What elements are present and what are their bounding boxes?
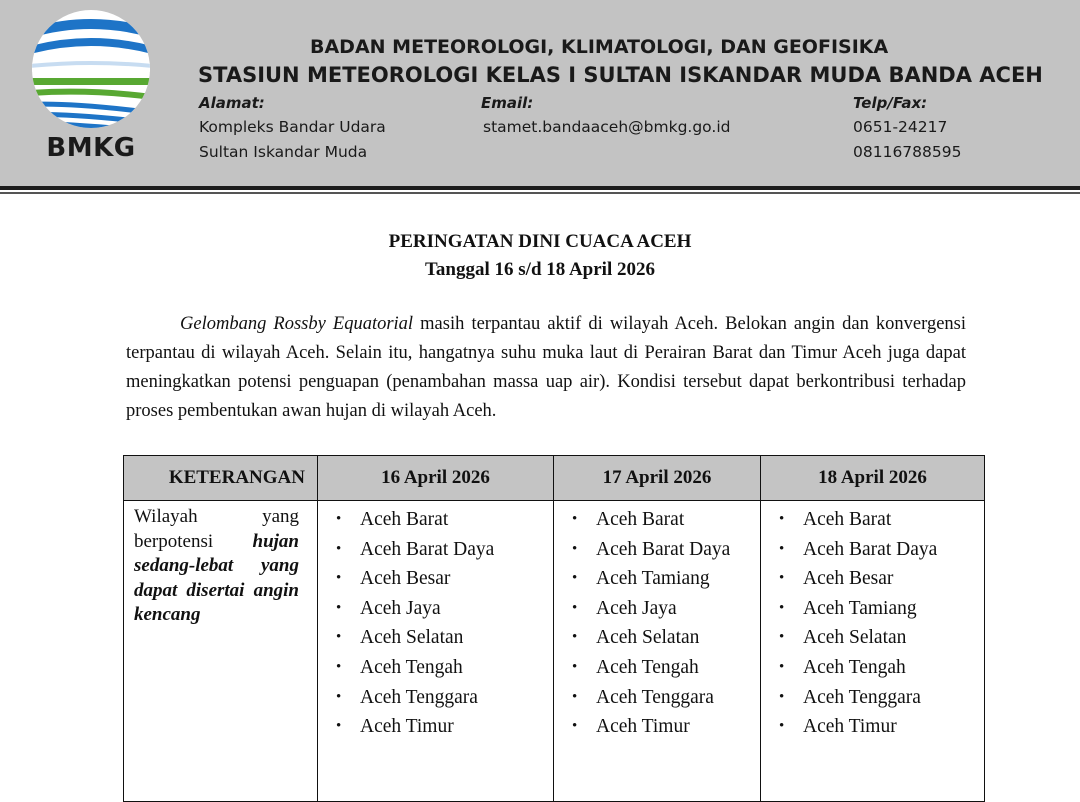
keterangan-text [124, 501, 317, 628]
bmkg-logo-icon [30, 8, 152, 130]
region-name: Aceh Barat [596, 509, 685, 530]
bullet-icon: • [336, 599, 342, 616]
bullet-icon: • [336, 540, 342, 557]
header-day-2: 17 April 2026 [554, 456, 761, 501]
phone-number-1: 0651-24217 [853, 118, 948, 136]
bullet-icon: • [572, 629, 578, 646]
region-name: Aceh Timur [596, 716, 690, 738]
bullet-icon: • [779, 570, 785, 587]
bullet-icon: • [779, 629, 785, 646]
day-3-cell [761, 501, 985, 802]
warning-table [123, 455, 985, 802]
region-name: Aceh Tamiang [596, 568, 710, 590]
region-name: Aceh Barat Daya [803, 538, 938, 560]
region-name: Aceh Barat Daya [596, 538, 731, 560]
list-item [336, 564, 553, 594]
day-1-region-list [318, 501, 553, 742]
region-name: Aceh Tamiang [803, 597, 917, 619]
email-address[interactable]: stamet.bandaaceh@bmkg.go.id [483, 118, 731, 136]
bullet-icon: • [572, 658, 578, 675]
bullet-icon: • [572, 599, 578, 616]
header-day-3: 18 April 2026 [761, 456, 985, 501]
region-name: Aceh Tenggara [803, 686, 921, 708]
address-label: Alamat: [199, 94, 265, 112]
phone-number-2: 08116788595 [853, 143, 962, 161]
day-3-region-list [761, 501, 984, 742]
list-item [336, 505, 553, 535]
region-name: Aceh Barat [803, 509, 892, 530]
bullet-icon: • [572, 540, 578, 557]
intro-italic-term: Gelombang Rossby Equatorial [180, 314, 414, 334]
list-item [336, 653, 553, 683]
region-name: Aceh Tengah [596, 656, 699, 678]
bullet-icon: • [336, 570, 342, 587]
list-item [572, 712, 760, 742]
letterhead-divider [0, 186, 1080, 190]
list-item [779, 683, 984, 713]
list-item [572, 535, 760, 565]
list-item [336, 535, 553, 565]
list-item [572, 683, 760, 713]
bullet-icon: • [779, 688, 785, 705]
day-2-region-list [554, 501, 760, 742]
list-item [572, 653, 760, 683]
bullet-icon: • [779, 540, 785, 557]
list-item [336, 712, 553, 742]
day-1-cell [318, 501, 554, 802]
list-item [779, 623, 984, 653]
bullet-icon: • [572, 688, 578, 705]
intro-paragraph [126, 310, 966, 426]
region-name: Aceh Barat Daya [360, 538, 495, 560]
list-item [336, 683, 553, 713]
org-name: BADAN METEOROLOGI, KLIMATOLOGI, DAN GEOFISIKA [310, 36, 889, 58]
letterhead [0, 0, 1080, 186]
bullet-icon: • [336, 688, 342, 705]
bullet-icon: • [336, 718, 342, 735]
bullet-icon: • [779, 658, 785, 675]
email-label: Email: [481, 94, 534, 112]
bullet-icon: • [336, 629, 342, 646]
region-name: Aceh Selatan [803, 627, 907, 649]
logo-text: BMKG [46, 133, 136, 163]
region-name: Aceh Tenggara [596, 686, 714, 708]
document-date-range: Tanggal 16 s/d 18 April 2026 [425, 259, 655, 280]
list-item [336, 594, 553, 624]
bullet-icon: • [336, 658, 342, 675]
bullet-icon: • [779, 718, 785, 735]
list-item [572, 505, 760, 535]
header-day-1: 16 April 2026 [318, 456, 554, 501]
bullet-icon: • [336, 511, 342, 527]
station-name: STASIUN METEOROLOGI KELAS I SULTAN ISKANDAR MUDA BANDA ACEH [198, 63, 1043, 87]
region-name: Aceh Barat [360, 509, 449, 530]
bullet-icon: • [572, 570, 578, 587]
list-item [572, 623, 760, 653]
list-item [779, 564, 984, 594]
region-name: Aceh Timur [803, 716, 897, 738]
day-2-cell [554, 501, 761, 802]
region-name: Aceh Tengah [803, 656, 906, 678]
header-keterangan: KETERANGAN [124, 456, 318, 501]
list-item [336, 623, 553, 653]
region-name: Aceh Besar [360, 568, 451, 590]
table-header-row [124, 456, 985, 501]
region-name: Aceh Timur [360, 716, 454, 738]
region-name: Aceh Tengah [360, 656, 463, 678]
bullet-icon: • [779, 599, 785, 616]
keterangan-cell [124, 501, 318, 802]
document-title: PERINGATAN DINI CUACA ACEH [388, 231, 692, 252]
address-line-1: Kompleks Bandar Udara [199, 118, 386, 136]
list-item [779, 712, 984, 742]
intro-text: masih terpantau aktif di wilayah Aceh. Belokan angin dan konvergensi terpantau di wilayah Aceh. Selain itu, hangatnya suhu muka laut di Perairan Barat dan Timur Aceh juga dapat meningkatkan potensi penguapan (penambahan massa uap air). Kondisi tersebut dapat berkontribusi terhadap proses pembentukan awan hujan di wilayah Aceh. [126, 314, 966, 421]
list-item [572, 594, 760, 624]
region-name: Aceh Jaya [596, 597, 677, 619]
region-name: Aceh Tenggara [360, 686, 478, 708]
list-item [572, 564, 760, 594]
region-name: Aceh Besar [803, 568, 894, 590]
letterhead-divider-thin [0, 192, 1080, 194]
region-name: Aceh Jaya [360, 597, 441, 619]
bullet-icon: • [779, 511, 785, 527]
list-item [779, 594, 984, 624]
region-name: Aceh Selatan [596, 627, 700, 649]
bullet-icon: • [572, 718, 578, 735]
table-row [124, 501, 985, 802]
phone-label: Telp/Fax: [853, 94, 928, 112]
list-item [779, 505, 984, 535]
keterangan-emphasis: hujan sedang-lebat yang dapat disertai angin kencang [134, 530, 299, 625]
address-line-2: Sultan Iskandar Muda [199, 143, 368, 161]
keterangan-plain: Wilayah yang berpotensi [134, 506, 299, 552]
bullet-icon: • [572, 511, 578, 527]
list-item [779, 535, 984, 565]
list-item [779, 653, 984, 683]
region-name: Aceh Selatan [360, 627, 464, 649]
